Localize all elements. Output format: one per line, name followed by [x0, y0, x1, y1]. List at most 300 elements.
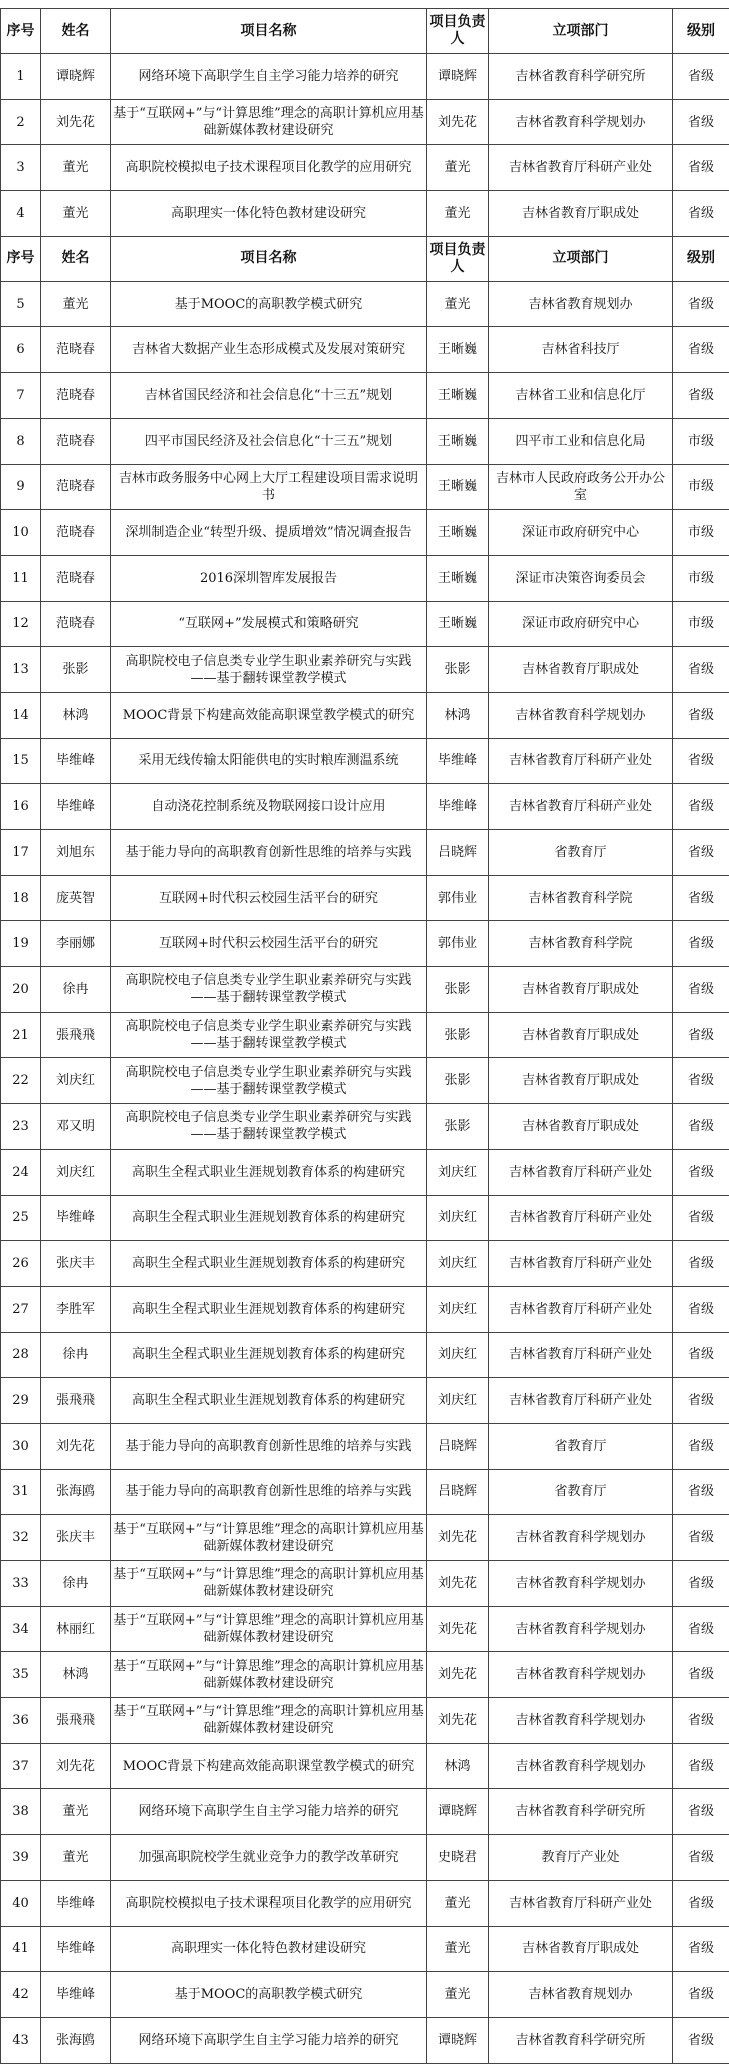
cell-name: 范晓春	[41, 373, 111, 419]
cell-seq: 31	[1, 1469, 41, 1515]
cell-seq: 13	[1, 647, 41, 693]
cell-seq: 35	[1, 1652, 41, 1698]
cell-name: 范晓春	[41, 327, 111, 373]
cell-seq: 42	[1, 1972, 41, 2018]
cell-level: 省级	[673, 1926, 729, 1972]
cell-project-title: 基于能力导向的高职教育创新性思维的培养与实践	[111, 1469, 427, 1515]
cell-department: 吉林省教育厅科研产业处	[489, 1149, 673, 1195]
cell-name: 張飛飛	[41, 1698, 111, 1744]
cell-department: 深证市政府研究中心	[489, 510, 673, 556]
cell-department: 吉林省教育科学规划办	[489, 1561, 673, 1607]
cell-project-leader: 吕晓辉	[427, 1469, 489, 1515]
cell-project-title: 加强高职院校学生就业竞争力的教学改革研究	[111, 1835, 427, 1881]
cell-name: 谭晓辉	[41, 54, 111, 100]
cell-department: 吉林省教育厅职成处	[489, 191, 673, 237]
cell-seq: 22	[1, 1058, 41, 1104]
table-row	[1, 1149, 729, 1195]
cell-project-title: 基于“互联网+”与“计算思维”理念的高职计算机应用基础新媒体教材建设研究	[111, 1698, 427, 1744]
cell-project-leader: 吕晓辉	[427, 1423, 489, 1469]
cell-name: 徐冉	[41, 967, 111, 1013]
table-row	[1, 1423, 729, 1469]
cell-seq: 28	[1, 1332, 41, 1378]
cell-project-title: 高职生全程式职业生涯规划教育体系的构建研究	[111, 1195, 427, 1241]
table-row	[1, 1698, 729, 1744]
table-row	[1, 418, 729, 464]
cell-department: 吉林省教育科学研究所	[489, 54, 673, 100]
header-project-title: 项目名称	[111, 236, 427, 281]
cell-department: 吉林省科技厅	[489, 327, 673, 373]
cell-seq: 3	[1, 145, 41, 191]
cell-project-title: 高职院校模拟电子技术课程项目化教学的应用研究	[111, 145, 427, 191]
cell-department: 吉林省教育厅科研产业处	[489, 784, 673, 830]
cell-project-leader: 谭晓辉	[427, 1789, 489, 1835]
cell-department: 吉林省教育科学研究所	[489, 1789, 673, 1835]
cell-project-title: 2016深圳智库发展报告	[111, 555, 427, 601]
cell-project-title: 深圳制造企业“转型升级、提质增效”情况调查报告	[111, 510, 427, 556]
table-row	[1, 1012, 729, 1058]
cell-level: 省级	[673, 2017, 729, 2063]
cell-seq: 27	[1, 1286, 41, 1332]
cell-level: 市级	[673, 464, 729, 510]
cell-project-leader: 吕晓辉	[427, 830, 489, 876]
cell-project-leader: 董光	[427, 1926, 489, 1972]
cell-name: 刘庆红	[41, 1058, 111, 1104]
cell-project-title: 自动浇花控制系统及物联网接口设计应用	[111, 784, 427, 830]
table-row	[1, 1378, 729, 1424]
cell-project-leader: 张影	[427, 1012, 489, 1058]
cell-project-title: 高职院校电子信息类专业学生职业素养研究与实践——基于翻转课堂教学模式	[111, 967, 427, 1013]
cell-level: 省级	[673, 145, 729, 191]
cell-level: 省级	[673, 738, 729, 784]
cell-project-leader: 史晓君	[427, 1835, 489, 1881]
cell-seq: 33	[1, 1561, 41, 1607]
cell-seq: 17	[1, 830, 41, 876]
table-row	[1, 967, 729, 1013]
cell-name: 毕维峰	[41, 738, 111, 784]
cell-level: 市级	[673, 510, 729, 556]
table-row	[1, 2017, 729, 2063]
cell-project-leader: 郭伟业	[427, 875, 489, 921]
cell-department: 省教育厅	[489, 1469, 673, 1515]
cell-name: 董光	[41, 191, 111, 237]
cell-project-title: 高职生全程式职业生涯规划教育体系的构建研究	[111, 1378, 427, 1424]
table-row	[1, 145, 729, 191]
cell-level: 省级	[673, 1469, 729, 1515]
cell-level: 省级	[673, 1743, 729, 1789]
cell-name: 毕维峰	[41, 784, 111, 830]
cell-project-leader: 刘先花	[427, 1652, 489, 1698]
cell-level: 市级	[673, 418, 729, 464]
cell-seq: 37	[1, 1743, 41, 1789]
cell-department: 吉林省教育科学院	[489, 875, 673, 921]
cell-project-leader: 董光	[427, 191, 489, 237]
cell-seq: 40	[1, 1880, 41, 1926]
cell-project-leader: 林鸿	[427, 692, 489, 738]
cell-name: 李丽娜	[41, 921, 111, 967]
cell-department: 吉林省教育厅科研产业处	[489, 1332, 673, 1378]
cell-project-leader: 董光	[427, 1880, 489, 1926]
table-row	[1, 1469, 729, 1515]
cell-department: 吉林省教育科学规划办	[489, 1698, 673, 1744]
cell-name: 邓又明	[41, 1104, 111, 1150]
cell-project-title: 高职院校电子信息类专业学生职业素养研究与实践——基于翻转课堂教学模式	[111, 1012, 427, 1058]
table-row	[1, 1241, 729, 1287]
projects-table	[0, 8, 729, 2064]
cell-project-title: 基于“互联网+”与“计算思维”理念的高职计算机应用基础新媒体教材建设研究	[111, 1606, 427, 1652]
cell-seq: 39	[1, 1835, 41, 1881]
cell-seq: 4	[1, 191, 41, 237]
cell-department: 吉林省教育科学规划办	[489, 1743, 673, 1789]
cell-department: 深证市决策咨询委员会	[489, 555, 673, 601]
cell-level: 省级	[673, 1058, 729, 1104]
cell-level: 省级	[673, 1698, 729, 1744]
cell-department: 省教育厅	[489, 830, 673, 876]
cell-project-title: 基于能力导向的高职教育创新性思维的培养与实践	[111, 1423, 427, 1469]
cell-seq: 1	[1, 54, 41, 100]
cell-project-leader: 刘庆红	[427, 1195, 489, 1241]
cell-seq: 41	[1, 1926, 41, 1972]
cell-name: 林丽红	[41, 1606, 111, 1652]
cell-department: 吉林省教育科学规划办	[489, 99, 673, 145]
cell-department: 吉林省工业和信息化厅	[489, 373, 673, 419]
header-name: 姓名	[41, 236, 111, 281]
table-row	[1, 373, 729, 419]
cell-name: 刘先花	[41, 1423, 111, 1469]
cell-project-title: 高职生全程式职业生涯规划教育体系的构建研究	[111, 1286, 427, 1332]
cell-name: 张海鸥	[41, 2017, 111, 2063]
cell-level: 省级	[673, 1423, 729, 1469]
table-row	[1, 1286, 729, 1332]
cell-project-title: 高职院校电子信息类专业学生职业素养研究与实践——基于翻转课堂教学模式	[111, 1104, 427, 1150]
cell-project-title: 高职生全程式职业生涯规划教育体系的构建研究	[111, 1241, 427, 1287]
header-seq: 序号	[1, 9, 41, 54]
cell-level: 市级	[673, 555, 729, 601]
cell-project-leader: 谭晓辉	[427, 54, 489, 100]
header-project-leader: 项目负责人	[427, 9, 489, 54]
cell-project-leader: 刘庆红	[427, 1286, 489, 1332]
cell-project-title: 互联网+时代积云校园生活平台的研究	[111, 875, 427, 921]
cell-name: 董光	[41, 145, 111, 191]
cell-name: 范晓春	[41, 510, 111, 556]
cell-project-title: 互联网+时代积云校园生活平台的研究	[111, 921, 427, 967]
header-level: 级别	[673, 9, 729, 54]
cell-level: 省级	[673, 967, 729, 1013]
cell-department: 吉林省教育厅科研产业处	[489, 145, 673, 191]
table-header-row	[1, 236, 729, 281]
cell-department: 吉林市人民政府政务公开办公室	[489, 464, 673, 510]
cell-seq: 24	[1, 1149, 41, 1195]
cell-project-leader: 郭伟业	[427, 921, 489, 967]
cell-level: 省级	[673, 921, 729, 967]
cell-name: 張飛飛	[41, 1378, 111, 1424]
cell-name: 范晓春	[41, 418, 111, 464]
cell-project-title: 网络环境下高职学生自主学习能力培养的研究	[111, 1789, 427, 1835]
table-row	[1, 601, 729, 647]
cell-project-leader: 王晰巍	[427, 418, 489, 464]
cell-project-leader: 刘庆红	[427, 1149, 489, 1195]
cell-level: 省级	[673, 1241, 729, 1287]
table-row	[1, 1789, 729, 1835]
cell-name: 林鸿	[41, 1652, 111, 1698]
table-row	[1, 1926, 729, 1972]
cell-department: 四平市工业和信息化局	[489, 418, 673, 464]
cell-level: 省级	[673, 1195, 729, 1241]
cell-department: 吉林省教育科学规划办	[489, 1515, 673, 1561]
cell-department: 吉林省教育厅科研产业处	[489, 1880, 673, 1926]
cell-project-title: 高职生全程式职业生涯规划教育体系的构建研究	[111, 1149, 427, 1195]
cell-project-leader: 刘庆红	[427, 1378, 489, 1424]
cell-project-leader: 刘先花	[427, 99, 489, 145]
cell-name: 张海鸥	[41, 1469, 111, 1515]
cell-name: 范晓春	[41, 555, 111, 601]
cell-name: 张庆丰	[41, 1515, 111, 1561]
table-row	[1, 1652, 729, 1698]
table-body	[1, 9, 729, 2064]
cell-level: 省级	[673, 327, 729, 373]
cell-name: 毕维峰	[41, 1880, 111, 1926]
cell-level: 省级	[673, 1880, 729, 1926]
header-project-leader: 项目负责人	[427, 236, 489, 281]
cell-project-leader: 张影	[427, 1058, 489, 1104]
cell-department: 吉林省教育厅科研产业处	[489, 1286, 673, 1332]
table-row	[1, 1835, 729, 1881]
cell-seq: 29	[1, 1378, 41, 1424]
cell-project-title: 吉林省大数据产业生态形成模式及发展对策研究	[111, 327, 427, 373]
cell-seq: 7	[1, 373, 41, 419]
cell-name: 張飛飛	[41, 1012, 111, 1058]
cell-level: 省级	[673, 1012, 729, 1058]
table-row	[1, 1104, 729, 1150]
cell-project-title: 高职理实一体化特色教材建设研究	[111, 191, 427, 237]
table-row	[1, 692, 729, 738]
table-row	[1, 738, 729, 784]
cell-department: 省教育厅	[489, 1423, 673, 1469]
cell-level: 省级	[673, 99, 729, 145]
table-row	[1, 1195, 729, 1241]
cell-name: 董光	[41, 1789, 111, 1835]
table-header-row	[1, 9, 729, 54]
cell-project-leader: 董光	[427, 145, 489, 191]
top-margin	[40, 0, 160, 8]
cell-project-leader: 王晰巍	[427, 555, 489, 601]
cell-level: 省级	[673, 1332, 729, 1378]
table-row	[1, 555, 729, 601]
table-row	[1, 1515, 729, 1561]
cell-level: 省级	[673, 54, 729, 100]
cell-level: 省级	[673, 373, 729, 419]
cell-level: 省级	[673, 1652, 729, 1698]
header-project-title: 项目名称	[111, 9, 427, 54]
cell-name: 范晓春	[41, 601, 111, 647]
table-row	[1, 191, 729, 237]
cell-project-title: 基于MOOC的高职教学模式研究	[111, 1972, 427, 2018]
header-level: 级别	[673, 236, 729, 281]
cell-project-leader: 刘先花	[427, 1515, 489, 1561]
cell-seq: 25	[1, 1195, 41, 1241]
cell-project-leader: 刘先花	[427, 1698, 489, 1744]
cell-project-leader: 刘先花	[427, 1606, 489, 1652]
cell-level: 省级	[673, 1149, 729, 1195]
cell-project-title: 基于“互联网+”与“计算思维”理念的高职计算机应用基础新媒体教材建设研究	[111, 1515, 427, 1561]
cell-name: 李胜军	[41, 1286, 111, 1332]
cell-project-title: 网络环境下高职学生自主学习能力培养的研究	[111, 2017, 427, 2063]
cell-project-title: MOOC背景下构建高效能高职课堂教学模式的研究	[111, 692, 427, 738]
cell-department: 吉林省教育厅职成处	[489, 647, 673, 693]
cell-level: 省级	[673, 1378, 729, 1424]
cell-level: 省级	[673, 1606, 729, 1652]
cell-name: 刘先花	[41, 1743, 111, 1789]
cell-project-leader: 董光	[427, 281, 489, 327]
cell-name: 庞英智	[41, 875, 111, 921]
cell-department: 吉林省教育厅职成处	[489, 1012, 673, 1058]
cell-department: 吉林省教育科学规划办	[489, 692, 673, 738]
cell-name: 徐冉	[41, 1332, 111, 1378]
cell-seq: 11	[1, 555, 41, 601]
cell-project-title: 网络环境下高职学生自主学习能力培养的研究	[111, 54, 427, 100]
cell-project-title: 吉林市政务服务中心网上大厅工程建设项目需求说明书	[111, 464, 427, 510]
cell-department: 吉林省教育厅职成处	[489, 1926, 673, 1972]
cell-seq: 9	[1, 464, 41, 510]
cell-level: 省级	[673, 1561, 729, 1607]
table-row	[1, 1880, 729, 1926]
table-row	[1, 327, 729, 373]
cell-name: 范晓春	[41, 464, 111, 510]
cell-seq: 12	[1, 601, 41, 647]
cell-project-leader: 王晰巍	[427, 373, 489, 419]
table-row	[1, 281, 729, 327]
cell-department: 吉林省教育厅职成处	[489, 967, 673, 1013]
cell-project-title: 高职生全程式职业生涯规划教育体系的构建研究	[111, 1332, 427, 1378]
table-row	[1, 1561, 729, 1607]
cell-department: 吉林省教育厅科研产业处	[489, 1195, 673, 1241]
cell-name: 张庆丰	[41, 1241, 111, 1287]
cell-project-title: MOOC背景下构建高效能高职课堂教学模式的研究	[111, 1743, 427, 1789]
cell-project-leader: 张影	[427, 1104, 489, 1150]
header-department: 立项部门	[489, 9, 673, 54]
cell-level: 省级	[673, 191, 729, 237]
cell-seq: 20	[1, 967, 41, 1013]
cell-project-title: 基于能力导向的高职教育创新性思维的培养与实践	[111, 830, 427, 876]
cell-project-leader: 王晰巍	[427, 601, 489, 647]
cell-seq: 18	[1, 875, 41, 921]
cell-level: 省级	[673, 830, 729, 876]
cell-department: 教育厅产业处	[489, 1835, 673, 1881]
cell-name: 林鸿	[41, 692, 111, 738]
cell-department: 吉林省教育厅科研产业处	[489, 738, 673, 784]
table-row	[1, 1743, 729, 1789]
cell-department: 吉林省教育厅职成处	[489, 1058, 673, 1104]
cell-project-title: 基于“互联网+”与“计算思维”理念的高职计算机应用基础新媒体教材建设研究	[111, 1561, 427, 1607]
cell-project-title: 高职院校模拟电子技术课程项目化教学的应用研究	[111, 1880, 427, 1926]
cell-name: 董光	[41, 281, 111, 327]
cell-project-leader: 刘先花	[427, 1561, 489, 1607]
cell-level: 省级	[673, 692, 729, 738]
cell-project-leader: 林鸿	[427, 1743, 489, 1789]
cell-name: 刘旭东	[41, 830, 111, 876]
header-seq: 序号	[1, 236, 41, 281]
cell-department: 吉林省教育厅科研产业处	[489, 1241, 673, 1287]
cell-department: 吉林省教育规划办	[489, 1972, 673, 2018]
table-row	[1, 647, 729, 693]
table-row	[1, 830, 729, 876]
cell-project-leader: 张影	[427, 647, 489, 693]
cell-level: 省级	[673, 647, 729, 693]
cell-department: 吉林省教育科学研究所	[489, 2017, 673, 2063]
cell-project-title: 基于“互联网+”与“计算思维”理念的高职计算机应用基础新媒体教材建设研究	[111, 1652, 427, 1698]
cell-level: 省级	[673, 281, 729, 327]
cell-seq: 38	[1, 1789, 41, 1835]
cell-project-leader: 刘庆红	[427, 1332, 489, 1378]
cell-project-leader: 王晰巍	[427, 510, 489, 556]
header-name: 姓名	[41, 9, 111, 54]
cell-level: 省级	[673, 1104, 729, 1150]
table-row	[1, 875, 729, 921]
cell-project-title: 采用无线传输太阳能供电的实时粮库测温系统	[111, 738, 427, 784]
cell-seq: 36	[1, 1698, 41, 1744]
cell-name: 董光	[41, 1835, 111, 1881]
cell-seq: 6	[1, 327, 41, 373]
cell-seq: 34	[1, 1606, 41, 1652]
cell-seq: 2	[1, 99, 41, 145]
table-row	[1, 510, 729, 556]
cell-level: 省级	[673, 784, 729, 830]
cell-department: 吉林省教育科学规划办	[489, 1606, 673, 1652]
cell-name: 刘庆红	[41, 1149, 111, 1195]
cell-project-title: 吉林省国民经济和社会信息化“十三五”规划	[111, 373, 427, 419]
table-row	[1, 1606, 729, 1652]
cell-level: 省级	[673, 875, 729, 921]
cell-name: 刘先花	[41, 99, 111, 145]
cell-seq: 5	[1, 281, 41, 327]
cell-level: 省级	[673, 1972, 729, 2018]
cell-project-title: 基于“互联网+”与“计算思维”理念的高职计算机应用基础新媒体教材建设研究	[111, 99, 427, 145]
cell-department: 吉林省教育厅科研产业处	[489, 1378, 673, 1424]
cell-department: 吉林省教育厅职成处	[489, 1104, 673, 1150]
cell-project-leader: 王晰巍	[427, 464, 489, 510]
cell-project-leader: 毕维峰	[427, 784, 489, 830]
cell-department: 吉林省教育科学规划办	[489, 1652, 673, 1698]
cell-name: 毕维峰	[41, 1972, 111, 2018]
cell-name: 毕维峰	[41, 1195, 111, 1241]
cell-seq: 19	[1, 921, 41, 967]
cell-project-title: 高职院校电子信息类专业学生职业素养研究与实践——基于翻转课堂教学模式	[111, 1058, 427, 1104]
cell-seq: 10	[1, 510, 41, 556]
cell-project-leader: 谭晓辉	[427, 2017, 489, 2063]
cell-name: 张影	[41, 647, 111, 693]
cell-seq: 23	[1, 1104, 41, 1150]
table-row	[1, 54, 729, 100]
cell-project-leader: 刘庆红	[427, 1241, 489, 1287]
header-department: 立项部门	[489, 236, 673, 281]
cell-seq: 21	[1, 1012, 41, 1058]
cell-seq: 8	[1, 418, 41, 464]
cell-seq: 32	[1, 1515, 41, 1561]
cell-department: 深证市政府研究中心	[489, 601, 673, 647]
cell-department: 吉林省教育规划办	[489, 281, 673, 327]
cell-seq: 26	[1, 1241, 41, 1287]
table-row	[1, 921, 729, 967]
table-row	[1, 464, 729, 510]
cell-level: 省级	[673, 1789, 729, 1835]
cell-project-leader: 董光	[427, 1972, 489, 2018]
cell-seq: 30	[1, 1423, 41, 1469]
cell-project-title: 高职理实一体化特色教材建设研究	[111, 1926, 427, 1972]
cell-project-leader: 张影	[427, 967, 489, 1013]
table-row	[1, 1332, 729, 1378]
cell-level: 市级	[673, 601, 729, 647]
table-row	[1, 1972, 729, 2018]
cell-seq: 15	[1, 738, 41, 784]
